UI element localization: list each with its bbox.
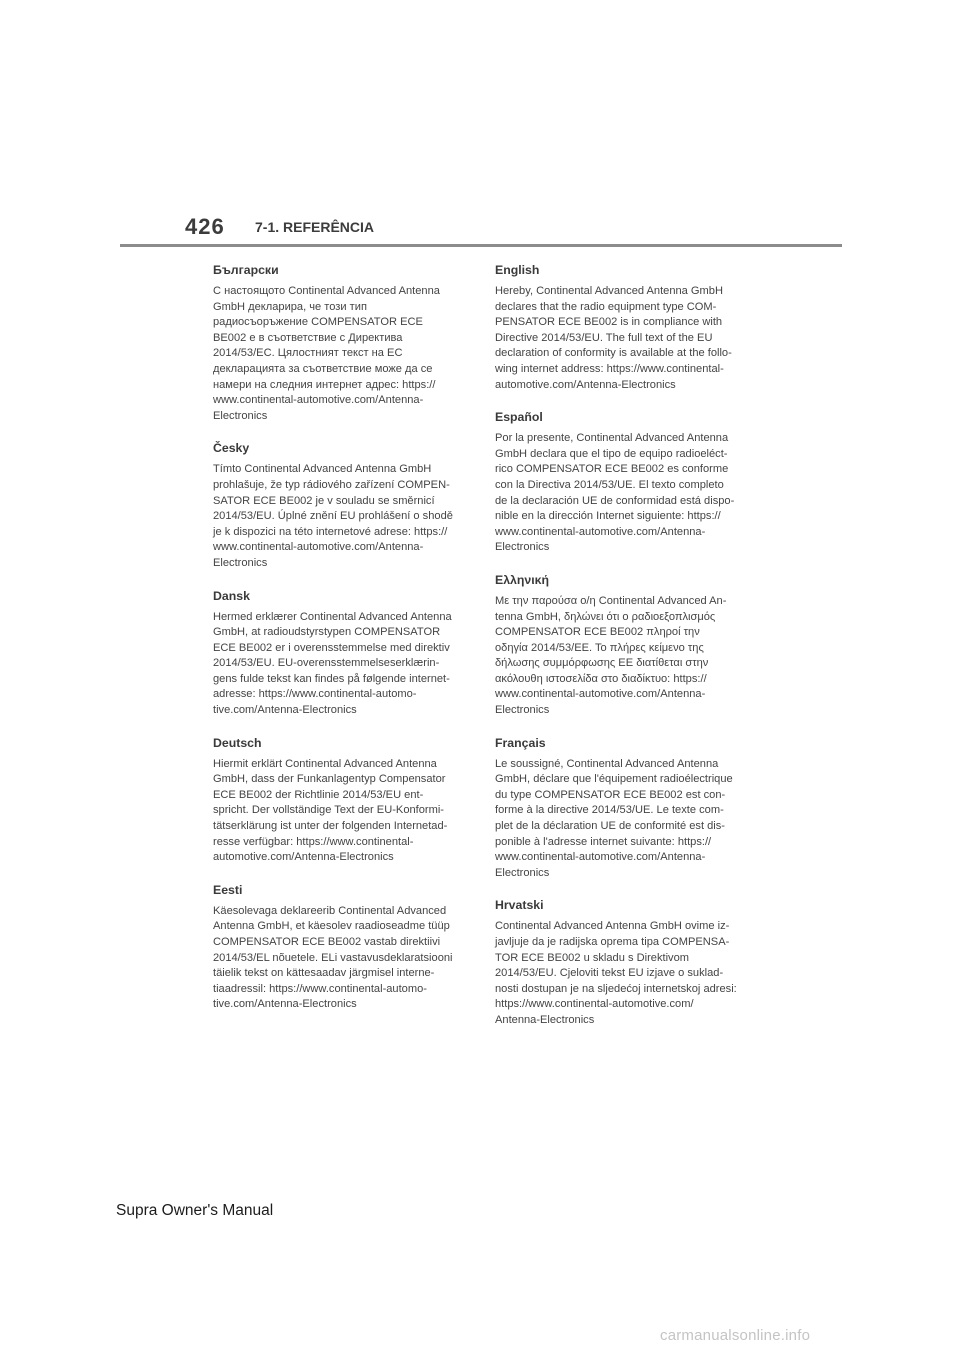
section-body: Hereby, Continental Advanced Antenna GmbH declares that the radio equipment type COM- PENSATOR ECE BE002 is in compliance with Directive 2014/53/EU. The full text of the EU declaration of conformity is available at the follo- wing internet address: https://www.continental- automotive.com/Antenna-Electronics bbox=[495, 285, 732, 391]
section-body: С настоящото Continental Advanced Antenna GmbH декларира, че този тип радиосъоръжение COMPENSATOR ECE BE002 е в съответствие с Директива 2014/53/ЕС. Цялостният текст на ЕС декларацията за съответствие може да се намери на следния интернет адрес: https:// www.continental-automotive.com/Antenna- Electronics bbox=[213, 285, 440, 422]
section-bulgarian bbox=[213, 263, 471, 424]
section-czech bbox=[213, 441, 471, 571]
section-heading: Español bbox=[495, 410, 543, 425]
section-body: Le soussigné, Continental Advanced Antenna GmbH, déclare que l'équipement radioélectrique du type COMPENSATOR ECE BE002 est con- forme à la directive 2014/53/UE. Le texte com- plet de la déclaration UE de conformité est dis- ponible à l'adresse internet suivante: https:// www.continental-automotive.com/Antenna- Electronics bbox=[495, 757, 733, 879]
section-body: Hermed erklærer Continental Advanced Antenna GmbH, at radioudstyrstypen COMPENSATOR ECE BE002 er i overensstemmelse med direktiv 2014/53/EU. EU-overensstemmelseserklærin- gens fulde tekst kan findes på følgende internet- adresse: https://www.continental-automo- tive.com/Antenna-Electronics bbox=[213, 610, 452, 717]
section-body: Tímto Continental Advanced Antenna GmbH prohlašuje, že typ rádiového zařízení COMPEN- SATOR ECE BE002 je v souladu se směrnicí 2014/53/EU. Úplné znění EU prohlášení o shodě je k dispozici na této internetové adrese: https:// www.continental-automotive.com/Antenna- Electronics bbox=[213, 463, 453, 569]
section-body: Με την παρούσα ο/η Continental Advanced An- tenna GmbH, δηλώνει ότι ο ραδιοεξοπλισμός COMPENSATOR ECE BE002 πληροί την οδηγία 2014/53/ΕΕ. Το πλήρες κείμενο της δήλωσης συμμόρφωσης ΕΕ διατίθεται στην ακόλουθη ιστοσελίδα στο διαδίκτυο: https:// www.continental-automotive.com/Antenna- Electronics bbox=[495, 594, 727, 717]
section-body: Por la presente, Continental Advanced Antenna GmbH declara que el tipo de equipo radioeléct- rico COMPENSATOR ECE BE002 es conforme con la Directiva 2014/53/UE. El texto completo de la declaración UE de conformidad está dispo- nible en la dirección Internet siguiente: https:// www.continental-automotive.com/Antenna- Electronics bbox=[495, 432, 735, 554]
watermark: carmanualsonline.info bbox=[660, 1327, 811, 1344]
section-body: Continental Advanced Antenna GmbH ovime iz- javljuje da je radijska oprema tipa COMPENSA- TOR ECE BE002 u skladu s Direktivom 2014/53/EU. Cjeloviti tekst EU izjave o suklad- nosti dostupan je na sljedećoj internetskoj adresi: https://www.continental-automotive.com/ Antenna-Electronics bbox=[495, 920, 737, 1026]
section-croatian bbox=[495, 898, 753, 1028]
section-heading: Eesti bbox=[213, 882, 243, 897]
section-heading: English bbox=[495, 263, 540, 277]
section-greek bbox=[495, 573, 753, 719]
section-french bbox=[495, 736, 753, 882]
section-english bbox=[495, 263, 753, 393]
right-column bbox=[495, 263, 753, 1046]
section-estonian bbox=[213, 883, 471, 1013]
section-heading: Česky bbox=[213, 441, 250, 456]
section-heading: Ελληνική bbox=[495, 572, 550, 587]
section-heading: Deutsch bbox=[213, 735, 262, 750]
section-heading: Dansk bbox=[213, 588, 250, 603]
header-rule bbox=[120, 244, 842, 247]
section-spanish bbox=[495, 410, 753, 556]
section-body: Käesolevaga deklareerib Continental Advanced Antenna GmbH, et käesolev raadioseadme tüüp COMPENSATOR ECE BE002 vastab direktiivi 2014/53/EL nõuetele. ELi vastavusdeklaratsiooni täielik tekst on kättesaadav järgmisel interne- tiaadressil: https://www.continental-automo- tive.com/Antenna-Electronics bbox=[213, 904, 453, 1011]
section-title: 7-1. REFERÊNCIA bbox=[255, 219, 375, 235]
section-heading: Hrvatski bbox=[495, 898, 544, 913]
section-heading: Français bbox=[495, 735, 546, 750]
section-danish bbox=[213, 589, 471, 719]
section-german bbox=[213, 736, 471, 866]
section-heading: Български bbox=[213, 263, 279, 277]
section-body: Hiermit erklärt Continental Advanced Antenna GmbH, dass der Funkanlagentyp Compensator ECE BE002 der Richtlinie 2014/53/EU ent- spricht. Der vollständige Text der EU-Konformi- tätserklärung ist unter der folgenden Internetad- resse verfügbar: https://www.continental- automotive.com/Antenna-Electronics bbox=[213, 757, 448, 864]
page-number: 426 bbox=[185, 214, 225, 239]
footer-title: Supra Owner's Manual bbox=[116, 1202, 274, 1219]
left-column bbox=[213, 263, 471, 1030]
